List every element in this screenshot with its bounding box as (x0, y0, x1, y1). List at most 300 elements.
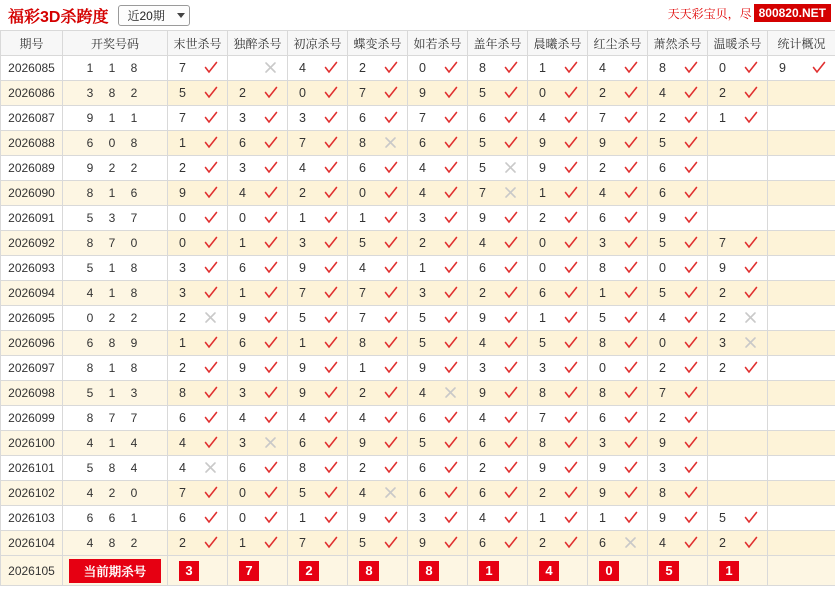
check-icon (384, 436, 398, 450)
cross-icon (744, 336, 758, 350)
kill-cell (348, 531, 408, 556)
kill-number: 1 (539, 186, 546, 200)
kill-cell (168, 181, 228, 206)
current-kill-cell (588, 556, 648, 586)
kill-cell (288, 206, 348, 231)
kill-number: 0 (659, 261, 666, 275)
kill-cell (408, 206, 468, 231)
kill-number: 2 (719, 361, 726, 375)
check-icon (264, 86, 278, 100)
check-icon (264, 286, 278, 300)
kill-number: 2 (239, 86, 246, 100)
kill-cell (588, 181, 648, 206)
kill-number: 3 (539, 361, 546, 375)
kill-cell (348, 56, 408, 81)
kill-number: 8 (359, 136, 366, 150)
kill-number: 0 (239, 511, 246, 525)
current-kill-number: 2 (299, 561, 319, 581)
current-period: 2026105 (1, 556, 63, 586)
kill-cell (648, 331, 708, 356)
kill-number: 3 (299, 111, 306, 125)
kill-number: 6 (599, 411, 606, 425)
check-icon (624, 386, 638, 400)
kill-cell (348, 156, 408, 181)
kill-cell (588, 256, 648, 281)
kill-cell (708, 306, 768, 331)
kill-cell (228, 431, 288, 456)
cross-icon (504, 186, 518, 200)
row-open-numbers: 0 2 2 (63, 306, 168, 331)
kill-cell (588, 481, 648, 506)
kill-number: 8 (599, 386, 606, 400)
check-icon (684, 386, 698, 400)
check-icon (564, 536, 578, 550)
check-icon (324, 111, 338, 125)
check-icon (504, 111, 518, 125)
kill-cell-empty (768, 306, 835, 331)
kill-cell-empty (768, 281, 835, 306)
kill-cell (528, 531, 588, 556)
row-open-numbers: 9 2 2 (63, 156, 168, 181)
check-icon (444, 361, 458, 375)
kill-number: 2 (359, 386, 366, 400)
kill-cell (288, 381, 348, 406)
kill-cell (528, 431, 588, 456)
kill-number: 6 (239, 461, 246, 475)
kill-number: 7 (299, 536, 306, 550)
current-kill-number: 8 (419, 561, 439, 581)
kill-number: 2 (599, 161, 606, 175)
kill-cell (648, 56, 708, 81)
kill-number: 0 (419, 61, 426, 75)
kill-number: 2 (659, 411, 666, 425)
kill-cell (228, 206, 288, 231)
check-icon (624, 486, 638, 500)
kill-number: 4 (599, 186, 606, 200)
kill-number: 5 (659, 136, 666, 150)
kill-cell (348, 431, 408, 456)
kill-cell (348, 281, 408, 306)
kill-number: 9 (419, 361, 426, 375)
row-period: 2026085 (1, 56, 63, 81)
chevron-down-icon (177, 13, 185, 18)
check-icon (264, 336, 278, 350)
check-icon (444, 461, 458, 475)
kill-cell (528, 306, 588, 331)
kill-cell (468, 306, 528, 331)
cross-icon (264, 61, 278, 75)
current-kill-number: 8 (359, 561, 379, 581)
check-icon (384, 536, 398, 550)
check-icon (624, 411, 638, 425)
cross-icon (444, 386, 458, 400)
kill-cell (228, 456, 288, 481)
kill-number: 2 (179, 161, 186, 175)
current-kill-cell (408, 556, 468, 586)
kill-number: 9 (659, 211, 666, 225)
kill-number: 2 (179, 536, 186, 550)
table-row (1, 281, 835, 306)
row-period: 2026089 (1, 156, 63, 181)
kill-cell (408, 131, 468, 156)
kill-number: 1 (299, 336, 306, 350)
check-icon (204, 61, 218, 75)
check-icon (324, 511, 338, 525)
check-icon (624, 461, 638, 475)
check-icon (564, 386, 578, 400)
kill-cell (288, 431, 348, 456)
kill-number: 5 (599, 311, 606, 325)
promo-banner (668, 4, 831, 22)
check-icon (504, 136, 518, 150)
kill-number: 0 (539, 86, 546, 100)
column-header: 期号 (1, 31, 63, 56)
check-icon (384, 61, 398, 75)
check-icon (204, 86, 218, 100)
kill-cell (288, 356, 348, 381)
check-icon (624, 286, 638, 300)
current-kill-number: 1 (719, 561, 739, 581)
check-icon (624, 136, 638, 150)
kill-cell (348, 256, 408, 281)
check-icon (504, 261, 518, 275)
check-icon (384, 211, 398, 225)
column-header: 初凉杀号 (288, 31, 348, 56)
kill-number: 8 (479, 61, 486, 75)
promo-site-link[interactable]: 800820.NET (754, 4, 831, 22)
kill-cell (228, 356, 288, 381)
kill-number: 7 (659, 386, 666, 400)
check-icon (324, 261, 338, 275)
kill-number: 1 (299, 511, 306, 525)
current-kill-cell (168, 556, 228, 586)
row-period: 2026086 (1, 81, 63, 106)
check-icon (324, 286, 338, 300)
kill-cell (408, 481, 468, 506)
check-icon (624, 111, 638, 125)
check-icon (504, 286, 518, 300)
kill-number: 6 (359, 111, 366, 125)
column-header: 萧然杀号 (648, 31, 708, 56)
current-kill-cell (648, 556, 708, 586)
kill-number: 3 (299, 236, 306, 250)
check-icon (324, 236, 338, 250)
kill-cell-empty (708, 456, 768, 481)
kill-number: 7 (179, 61, 186, 75)
check-icon (444, 186, 458, 200)
kill-number: 5 (419, 336, 426, 350)
check-icon (744, 536, 758, 550)
column-header: 独醉杀号 (228, 31, 288, 56)
current-kill-cell (228, 556, 288, 586)
kill-cell-empty (768, 381, 835, 406)
kill-cell (468, 206, 528, 231)
check-icon (264, 111, 278, 125)
check-icon (744, 261, 758, 275)
kill-cell (588, 531, 648, 556)
row-open-numbers: 5 8 4 (63, 456, 168, 481)
check-icon (744, 361, 758, 375)
current-kill-number: 3 (179, 561, 199, 581)
kill-cell-empty (768, 331, 835, 356)
kill-number: 7 (479, 186, 486, 200)
kill-cell (168, 306, 228, 331)
column-header: 温暖杀号 (708, 31, 768, 56)
kill-number: 1 (419, 261, 426, 275)
kill-number: 7 (359, 286, 366, 300)
kill-number: 0 (539, 236, 546, 250)
kill-cell (648, 506, 708, 531)
current-kill-cell (288, 556, 348, 586)
row-open-numbers: 6 8 9 (63, 331, 168, 356)
kill-cell-empty (768, 206, 835, 231)
check-icon (384, 311, 398, 325)
kill-number: 4 (239, 411, 246, 425)
check-icon (444, 161, 458, 175)
kill-number: 5 (179, 86, 186, 100)
period-filter-select[interactable] (118, 5, 190, 26)
kill-cell (228, 156, 288, 181)
check-icon (264, 411, 278, 425)
kill-number: 5 (299, 486, 306, 500)
kill-number: 8 (539, 386, 546, 400)
page-title: 福彩3D杀跨度 (8, 8, 109, 26)
kill-number: 6 (179, 411, 186, 425)
check-icon (444, 486, 458, 500)
row-open-numbers: 4 2 0 (63, 481, 168, 506)
check-icon (444, 136, 458, 150)
kill-number: 6 (479, 536, 486, 550)
kill-cell-empty (768, 456, 835, 481)
kill-cell (408, 231, 468, 256)
kill-cell-empty (768, 356, 835, 381)
row-open-numbers: 4 1 4 (63, 431, 168, 456)
header-bar (0, 0, 835, 30)
current-period-row (1, 556, 835, 586)
check-icon (204, 436, 218, 450)
kill-cell (348, 81, 408, 106)
table-header-row (1, 31, 835, 56)
check-icon (204, 211, 218, 225)
check-icon (504, 511, 518, 525)
kill-cell (168, 331, 228, 356)
check-icon (264, 261, 278, 275)
row-period: 2026087 (1, 106, 63, 131)
row-period: 2026091 (1, 206, 63, 231)
kill-number: 3 (599, 436, 606, 450)
kill-cell (228, 331, 288, 356)
check-icon (564, 136, 578, 150)
check-icon (684, 111, 698, 125)
kill-cell (288, 331, 348, 356)
kill-cell (588, 131, 648, 156)
check-icon (684, 186, 698, 200)
row-open-numbers: 5 1 3 (63, 381, 168, 406)
kill-number: 7 (539, 411, 546, 425)
kill-number: 2 (599, 86, 606, 100)
check-icon (504, 86, 518, 100)
kill-cell (228, 106, 288, 131)
kill-cell (648, 431, 708, 456)
table-row (1, 431, 835, 456)
kill-cell (288, 456, 348, 481)
kill-number: 9 (599, 486, 606, 500)
table-row (1, 206, 835, 231)
kill-cell-empty (768, 81, 835, 106)
table-row (1, 406, 835, 431)
kill-cell (588, 431, 648, 456)
current-kill-number: 4 (539, 561, 559, 581)
check-icon (264, 136, 278, 150)
kill-cell (228, 56, 288, 81)
check-icon (564, 111, 578, 125)
kill-cell (648, 406, 708, 431)
kill-number: 0 (599, 361, 606, 375)
kill-number: 6 (239, 261, 246, 275)
check-icon (384, 511, 398, 525)
check-icon (684, 536, 698, 550)
kill-cell-empty (708, 131, 768, 156)
check-icon (324, 336, 338, 350)
check-icon (504, 386, 518, 400)
kill-cell (348, 356, 408, 381)
check-icon (504, 536, 518, 550)
kill-cell (588, 56, 648, 81)
kill-cell (528, 406, 588, 431)
kill-number: 1 (539, 511, 546, 525)
kill-cell (288, 56, 348, 81)
check-icon (564, 311, 578, 325)
kill-cell-empty (708, 181, 768, 206)
check-icon (324, 386, 338, 400)
kill-cell (168, 206, 228, 231)
kill-number: 4 (599, 61, 606, 75)
kill-number: 1 (179, 136, 186, 150)
kill-number: 2 (719, 536, 726, 550)
kill-cell (528, 381, 588, 406)
kill-number: 2 (419, 236, 426, 250)
kill-cell (468, 431, 528, 456)
kill-number: 1 (539, 61, 546, 75)
kill-cell (528, 281, 588, 306)
kill-cell (168, 256, 228, 281)
table-row (1, 181, 835, 206)
kill-cell (468, 181, 528, 206)
kill-cell (528, 131, 588, 156)
check-icon (384, 186, 398, 200)
kill-number: 3 (659, 461, 666, 475)
check-icon (444, 536, 458, 550)
kill-cell (528, 356, 588, 381)
kill-number: 4 (419, 386, 426, 400)
check-icon (684, 236, 698, 250)
check-icon (564, 261, 578, 275)
kill-cell (228, 306, 288, 331)
kill-number: 3 (419, 286, 426, 300)
kill-cell (408, 56, 468, 81)
kill-cell (408, 306, 468, 331)
kill-number: 4 (299, 161, 306, 175)
kill-number: 1 (239, 536, 246, 550)
kill-number: 2 (299, 186, 306, 200)
kill-number: 5 (659, 236, 666, 250)
kill-number: 0 (539, 261, 546, 275)
cross-icon (384, 136, 398, 150)
kill-cell-empty (768, 406, 835, 431)
check-icon (384, 336, 398, 350)
kill-number: 9 (659, 436, 666, 450)
column-header: 晨曦杀号 (528, 31, 588, 56)
check-icon (684, 86, 698, 100)
check-icon (624, 86, 638, 100)
kill-number: 5 (359, 536, 366, 550)
kill-cell (648, 481, 708, 506)
check-icon (444, 436, 458, 450)
kill-number: 3 (239, 111, 246, 125)
kill-number: 0 (719, 61, 726, 75)
kill-cell (648, 281, 708, 306)
kill-cell (288, 81, 348, 106)
kill-cell (468, 381, 528, 406)
check-icon (684, 61, 698, 75)
check-icon (384, 111, 398, 125)
kill-cell (408, 381, 468, 406)
kill-cell (708, 531, 768, 556)
kill-number: 9 (239, 311, 246, 325)
kill-cell (648, 231, 708, 256)
row-period: 2026090 (1, 181, 63, 206)
kill-cell (168, 156, 228, 181)
kill-cell (288, 306, 348, 331)
row-period: 2026100 (1, 431, 63, 456)
kill-cell (348, 406, 408, 431)
kill-cell (468, 506, 528, 531)
kill-number: 3 (599, 236, 606, 250)
check-icon (504, 311, 518, 325)
check-icon (684, 211, 698, 225)
kill-cell (708, 256, 768, 281)
kill-number: 9 (479, 386, 486, 400)
kill-number: 9 (359, 511, 366, 525)
kill-cell (468, 131, 528, 156)
kill-cell (228, 281, 288, 306)
current-kill-cell (708, 556, 768, 586)
kill-number: 6 (179, 511, 186, 525)
kill-cell (708, 81, 768, 106)
kill-cell (168, 231, 228, 256)
check-icon (684, 336, 698, 350)
kill-cell (468, 531, 528, 556)
table-row (1, 156, 835, 181)
check-icon (624, 436, 638, 450)
kill-number: 6 (599, 536, 606, 550)
kill-number: 9 (779, 61, 786, 75)
kill-number: 4 (299, 61, 306, 75)
kill-number: 2 (659, 111, 666, 125)
check-icon (444, 336, 458, 350)
kill-cell (168, 431, 228, 456)
kill-cell (708, 356, 768, 381)
kill-number: 3 (179, 261, 186, 275)
kill-cell (468, 481, 528, 506)
kill-number: 1 (599, 511, 606, 525)
row-period: 2026093 (1, 256, 63, 281)
check-icon (384, 386, 398, 400)
check-icon (324, 211, 338, 225)
kill-number: 9 (419, 536, 426, 550)
check-icon (204, 511, 218, 525)
check-icon (384, 461, 398, 475)
